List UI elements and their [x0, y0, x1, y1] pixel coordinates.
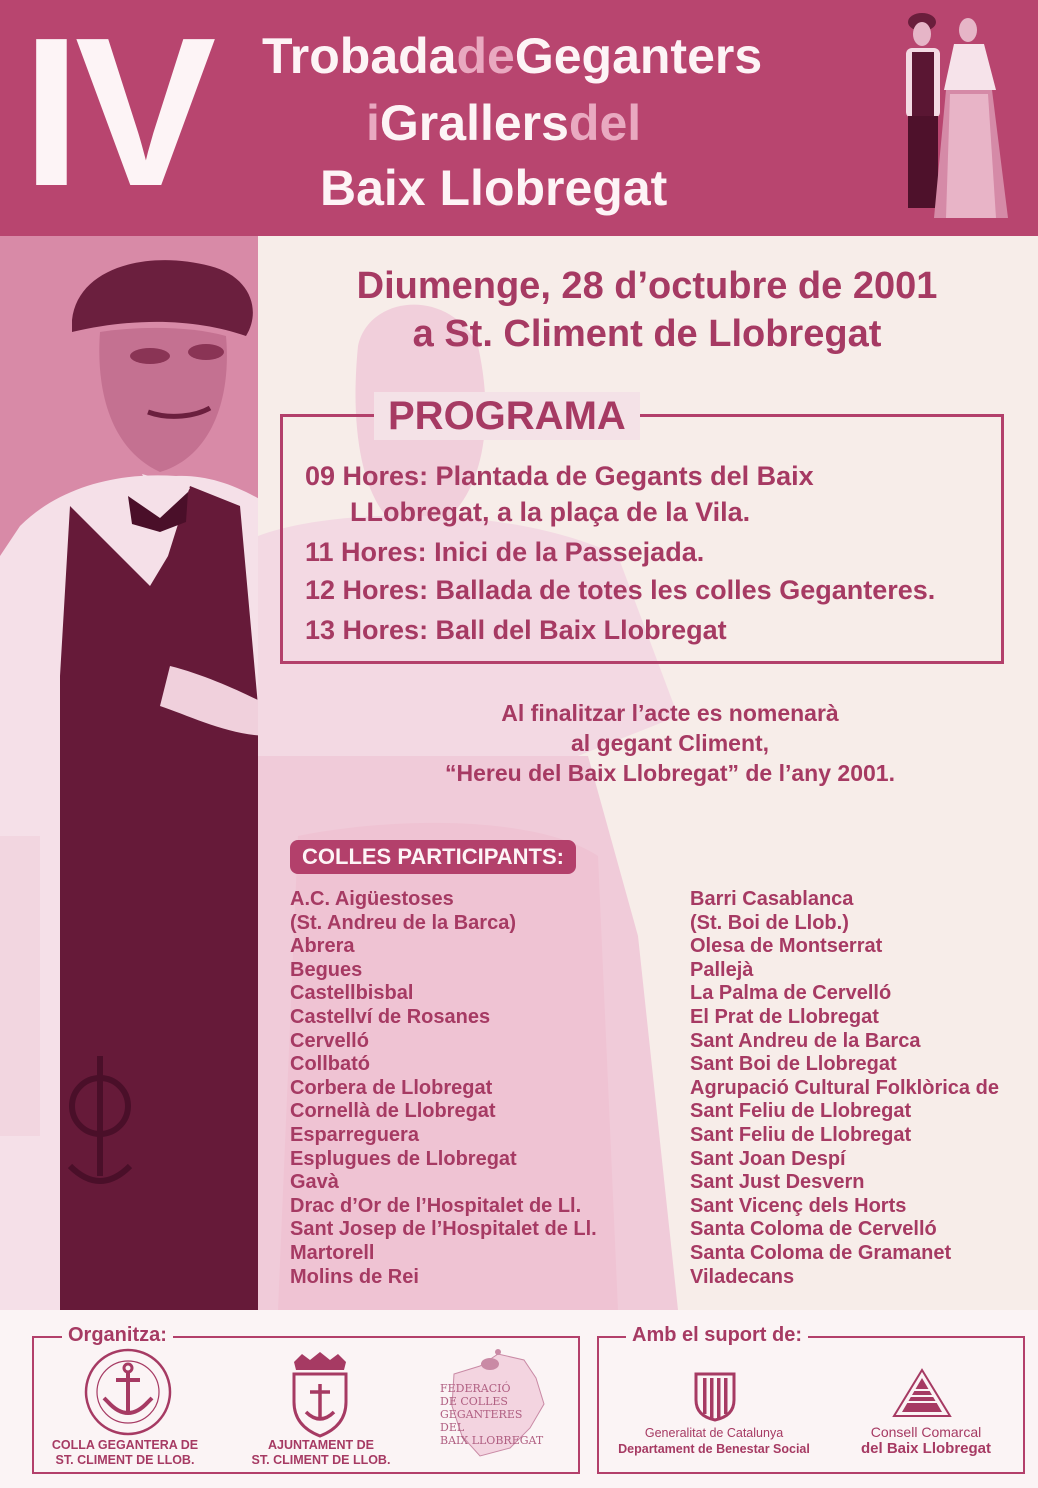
event-info [262, 262, 1032, 358]
colla-item: Sant Boi de Llobregat [690, 1053, 897, 1076]
colla-item: Gavà [290, 1171, 339, 1194]
ajuntament-caption [236, 1438, 406, 1468]
organitza-label: Organitza: [62, 1322, 173, 1348]
anchor-icon [82, 1346, 174, 1438]
consell-mountain-icon [892, 1368, 952, 1420]
title-word: i [366, 95, 380, 151]
programa-item: LLobregat, a la plaça de la Vila. [350, 497, 751, 527]
colla-item: Sant Josep de l’Hospitalet de Ll. [290, 1218, 597, 1241]
colla-item: Agrupació Cultural Folklòrica de [690, 1076, 999, 1099]
colla-caption [40, 1438, 210, 1468]
colla-item: Esplugues de Llobregat [290, 1147, 517, 1170]
closing-line: “Hereu del Baix Llobregat” de l’any 2001. [445, 760, 895, 786]
colla-item: Sant Andreu de la Barca [690, 1029, 921, 1052]
title-word: de [456, 28, 515, 84]
caption-line: ST. CLIMENT DE LLOB. [251, 1453, 391, 1467]
colla-item: El Prat de Llobregat [690, 1005, 879, 1028]
programa-title: PROGRAMA [374, 392, 640, 440]
header-band [0, 0, 1038, 236]
colla-item: A.C. Aigüestoses [290, 888, 454, 910]
colla-item: Corbera de Llobregat [290, 1076, 493, 1099]
colla-item: (St. Boi de Llob.) [690, 911, 849, 934]
caption-line: DE COLLES [440, 1395, 508, 1408]
giant-photo-left [0, 236, 300, 1310]
colles-list-right [690, 888, 999, 1289]
colla-item: Pallejà [690, 958, 754, 981]
generalitat-shield-icon [692, 1370, 738, 1422]
colla-item: (St. Andreu de la Barca) [290, 911, 516, 934]
federacio-name [440, 1382, 570, 1447]
colla-item: Santa Coloma de Gramanet [690, 1241, 952, 1264]
caption-line: GEGANTERES [440, 1408, 523, 1421]
colla-item: Castellví de Rosanes [290, 1005, 491, 1028]
coat-of-arms-icon [284, 1350, 356, 1438]
title-word: Grallers [379, 95, 569, 151]
programa-item: 09 Hores: Plantada de Gegants del Baix [305, 461, 814, 491]
programa-item: 11 Hores: Inici de la Passejada. [305, 537, 705, 567]
consell-line-1: Consell Comarcal [870, 1424, 982, 1440]
caption-line: ST. CLIMENT DE LLOB. [55, 1453, 195, 1467]
title-word: Geganters [514, 28, 763, 84]
colla-item: Drac d’Or de l’Hospitalet de Ll. [290, 1194, 582, 1217]
giants-thumbnail-icon [884, 4, 1024, 228]
event-date: Diumenge, 28 d’octubre de 2001 [356, 265, 938, 307]
closing-note [300, 698, 1038, 788]
colla-item: Castellbisbal [290, 982, 414, 1005]
title-line-2 [366, 95, 641, 151]
event-place: a St. Climent de Llobregat [412, 313, 882, 355]
suport-label: Amb el suport de: [626, 1322, 808, 1348]
caption-line: COLLA GEGANTERA DE [51, 1438, 199, 1452]
colla-item: Sant Joan Despí [690, 1147, 846, 1170]
title-line-1 [262, 28, 762, 84]
colla-item: Collbató [290, 1053, 370, 1076]
caption-line: AJUNTAMENT DE [267, 1438, 375, 1452]
edition-numeral: IV [22, 0, 211, 230]
colles-participants-label: COLLES PARTICIPANTS: [290, 840, 576, 874]
colla-item: Martorell [290, 1241, 375, 1264]
colla-item: Begues [290, 958, 363, 981]
colla-item: Abrera [290, 935, 355, 958]
colla-item: Olesa de Montserrat [690, 935, 883, 958]
closing-line: al gegant Climent, [570, 730, 770, 756]
colla-item: La Palma de Cervelló [690, 982, 892, 1005]
caption-line: FEDERACIÓ [440, 1382, 511, 1395]
generalitat-line-2: Departament de Benestar Social [618, 1442, 810, 1456]
colla-item: Cornellà de Llobregat [290, 1100, 496, 1123]
colla-item: Sant Feliu de Llobregat [690, 1100, 912, 1123]
caption-line: BAIX LLOBREGAT [440, 1434, 544, 1447]
colla-item: Esparreguera [290, 1123, 419, 1146]
colla-item: Molins de Rei [290, 1265, 419, 1288]
colla-item: Santa Coloma de Cervelló [690, 1218, 937, 1241]
closing-line: Al finalitzar l’acte es nomenarà [501, 700, 839, 726]
colla-item: Cervelló [290, 1029, 369, 1052]
programa-item: 13 Hores: Ball del Baix Llobregat [305, 615, 727, 645]
colles-list-left [290, 888, 597, 1289]
colla-item: Viladecans [690, 1265, 795, 1288]
consell-line-2: del Baix Llobregat [860, 1440, 992, 1457]
colla-item: Sant Just Desvern [690, 1171, 865, 1194]
caption-line: DEL [440, 1421, 465, 1434]
colla-item: Barri Casablanca [690, 888, 854, 910]
colla-item: Sant Feliu de Llobregat [690, 1123, 912, 1146]
programa-item: 12 Hores: Ballada de totes les colles Geganteres. [305, 575, 936, 605]
title-line-3: Baix Llobregat [320, 160, 668, 216]
colla-item: Sant Vicenç dels Horts [690, 1194, 907, 1217]
title-word: del [568, 95, 642, 151]
title-word: Trobada [262, 28, 457, 84]
generalitat-line-1: Generalitat de Catalunya [644, 1426, 784, 1440]
